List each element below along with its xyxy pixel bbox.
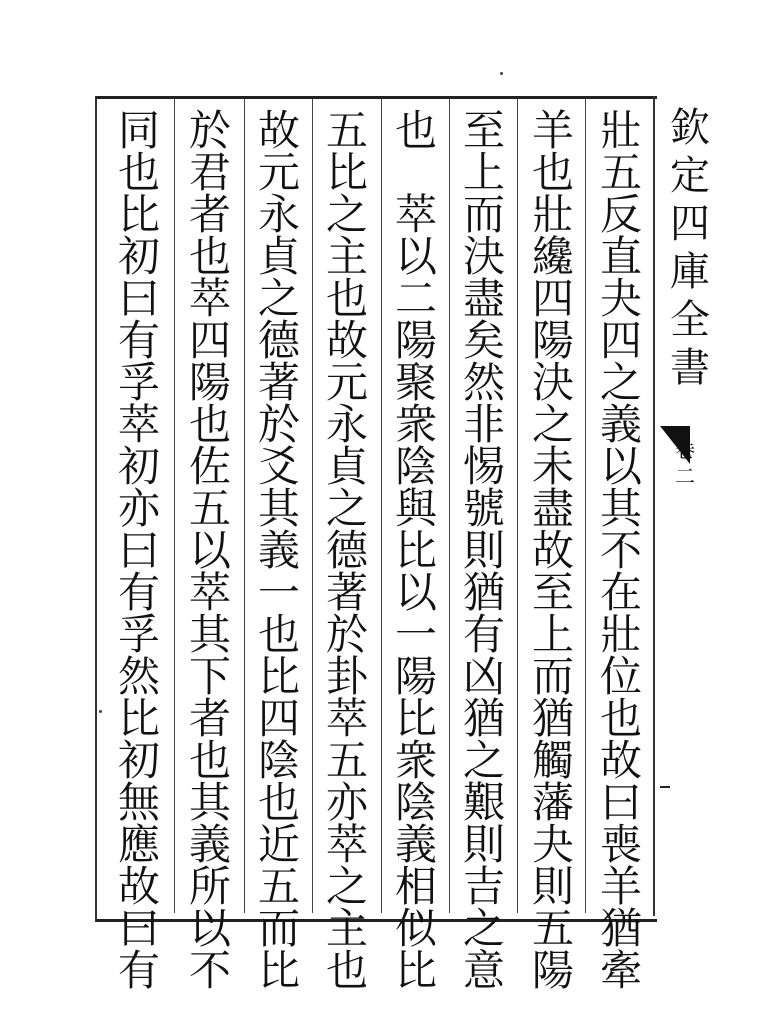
character: 也 (394, 106, 437, 155)
character: 陽 (394, 316, 437, 365)
character (395, 152, 437, 194)
character: 凶 (462, 652, 505, 701)
character: 之 (599, 358, 642, 407)
character: 四 (257, 694, 300, 743)
character: 陽 (394, 652, 437, 701)
character: 故 (117, 862, 160, 911)
character: 亦 (325, 778, 368, 827)
character: 萃 (188, 274, 231, 323)
character: 盡 (531, 484, 574, 533)
character: 聚 (394, 358, 437, 407)
character: 而 (257, 904, 300, 953)
text-column-6 (246, 106, 312, 995)
character: 四 (599, 316, 642, 365)
character: 故 (325, 316, 368, 365)
character: 元 (257, 148, 300, 197)
character: 其 (257, 484, 300, 533)
character: 其 (599, 484, 642, 533)
character: 直 (599, 232, 642, 281)
character: 萃 (188, 568, 231, 617)
character: 惕 (462, 442, 505, 491)
scan-speck (500, 72, 503, 75)
character: 初 (117, 736, 160, 785)
title-character: 書 (670, 345, 710, 391)
character: 未 (531, 442, 574, 491)
character: 其 (188, 778, 231, 827)
character: 萃 (325, 820, 368, 869)
title-character: 庫 (670, 249, 710, 295)
character: 比 (257, 652, 300, 701)
character: 孚 (117, 610, 160, 659)
character: 四 (188, 316, 231, 365)
character: 五 (531, 904, 574, 953)
character: 陰 (394, 778, 437, 827)
character: 決 (462, 232, 505, 281)
character: 於 (325, 610, 368, 659)
character: 然 (462, 358, 505, 407)
character: 猶 (462, 568, 505, 617)
character: 君 (188, 148, 231, 197)
character: 於 (188, 106, 231, 155)
character: 之 (462, 736, 505, 785)
character: 非 (462, 400, 505, 449)
character: 不 (599, 526, 642, 575)
character: 孚 (117, 358, 160, 407)
character: 初 (117, 232, 160, 281)
character: 纔 (531, 232, 574, 281)
character: 以 (394, 568, 437, 617)
character: 萃 (325, 694, 368, 743)
character: 曰 (117, 904, 160, 953)
character: 也 (257, 778, 300, 827)
character: 以 (394, 232, 437, 281)
character: 壯 (599, 106, 642, 155)
volume-character: 二 (675, 464, 695, 488)
character: 比 (394, 526, 437, 575)
column-rule (312, 99, 313, 913)
character: 也 (325, 946, 368, 995)
character: 至 (531, 568, 574, 617)
character: 一 (257, 568, 300, 617)
character: 永 (325, 400, 368, 449)
character: 也 (531, 148, 574, 197)
character: 也 (188, 736, 231, 785)
character: 決 (531, 358, 574, 407)
character: 而 (531, 652, 574, 701)
title-character: 全 (670, 297, 710, 343)
character: 主 (325, 232, 368, 281)
character: 有 (117, 568, 160, 617)
character: 比 (117, 694, 160, 743)
character: 然 (117, 652, 160, 701)
character: 則 (462, 820, 505, 869)
character: 陰 (257, 736, 300, 785)
character: 陽 (531, 316, 574, 365)
text-column-2 (520, 106, 586, 995)
character: 之 (325, 484, 368, 533)
character: 也 (188, 232, 231, 281)
character: 五 (599, 148, 642, 197)
character: 二 (394, 274, 437, 323)
character: 之 (462, 904, 505, 953)
character: 反 (599, 190, 642, 239)
character: 所 (188, 862, 231, 911)
character: 也 (257, 610, 300, 659)
character: 以 (599, 442, 642, 491)
column-rule (517, 99, 518, 913)
character: 衆 (394, 400, 437, 449)
text-column-4 (383, 106, 449, 995)
character: 初 (117, 442, 160, 491)
character: 有 (117, 316, 160, 365)
character: 者 (188, 694, 231, 743)
character: 亦 (117, 484, 160, 533)
character: 上 (531, 610, 574, 659)
book-title (666, 105, 714, 391)
character: 觸 (531, 736, 574, 785)
character: 艱 (462, 778, 505, 827)
character: 應 (117, 820, 160, 869)
character: 也 (188, 400, 231, 449)
character: 同 (117, 106, 160, 155)
character: 夬 (531, 820, 574, 869)
character: 位 (599, 652, 642, 701)
character: 卦 (325, 652, 368, 701)
character: 藩 (531, 778, 574, 827)
character: 猶 (462, 694, 505, 743)
character: 似 (394, 904, 437, 953)
character: 故 (531, 526, 574, 575)
character: 著 (325, 568, 368, 617)
character: 陰 (394, 442, 437, 491)
character: 萃 (394, 190, 437, 239)
character: 則 (531, 862, 574, 911)
character: 羊 (599, 862, 642, 911)
text-column-5 (314, 106, 380, 995)
character: 五 (257, 862, 300, 911)
character: 佐 (188, 442, 231, 491)
character: 夬 (599, 274, 642, 323)
character: 也 (599, 694, 642, 743)
character: 意 (462, 946, 505, 995)
character: 義 (188, 820, 231, 869)
character: 盡 (462, 274, 505, 323)
column-rule (244, 99, 245, 913)
character: 之 (531, 400, 574, 449)
character: 猶 (531, 694, 574, 743)
character: 號 (462, 484, 505, 533)
page-margin (660, 96, 730, 916)
character: 四 (531, 274, 574, 323)
character: 比 (117, 190, 160, 239)
character: 壯 (531, 190, 574, 239)
character: 矣 (462, 316, 505, 365)
character: 有 (462, 610, 505, 659)
character: 猶 (599, 904, 642, 953)
character: 比 (394, 694, 437, 743)
character: 也 (325, 274, 368, 323)
character: 之 (257, 274, 300, 323)
character: 牽 (599, 946, 642, 995)
character: 貞 (325, 442, 368, 491)
character: 於 (257, 400, 300, 449)
character: 爻 (257, 442, 300, 491)
title-character: 定 (670, 153, 710, 199)
character: 壯 (599, 610, 642, 659)
character: 羊 (531, 106, 574, 155)
character: 近 (257, 820, 300, 869)
character: 五 (325, 736, 368, 785)
character: 下 (188, 652, 231, 701)
text-column-3 (451, 106, 517, 995)
character: 則 (462, 526, 505, 575)
character: 著 (257, 358, 300, 407)
character: 比 (394, 946, 437, 995)
character: 也 (117, 148, 160, 197)
character: 故 (257, 106, 300, 155)
character: 義 (599, 400, 642, 449)
scan-speck (99, 710, 102, 713)
character: 德 (257, 316, 300, 365)
character: 五 (188, 484, 231, 533)
title-character: 欽 (670, 105, 710, 151)
text-column-1 (588, 106, 654, 995)
character: 義 (257, 526, 300, 575)
character: 五 (325, 106, 368, 155)
margin-tick (660, 786, 670, 788)
character: 而 (462, 190, 505, 239)
character: 故 (599, 736, 642, 785)
text-column-8 (106, 106, 172, 995)
character: 上 (462, 148, 505, 197)
text-column-7 (177, 106, 243, 995)
character: 永 (257, 190, 300, 239)
character: 與 (394, 484, 437, 533)
character: 無 (117, 778, 160, 827)
column-rule (381, 99, 382, 913)
character: 其 (188, 610, 231, 659)
title-character: 四 (670, 201, 710, 247)
character: 相 (394, 862, 437, 911)
character: 不 (188, 946, 231, 995)
volume-character: 卷 (675, 438, 695, 462)
character: 主 (325, 904, 368, 953)
character: 衆 (394, 736, 437, 785)
character: 曰 (117, 274, 160, 323)
character: 吉 (462, 862, 505, 911)
character: 至 (462, 106, 505, 155)
character: 之 (325, 190, 368, 239)
character: 貞 (257, 232, 300, 281)
character: 以 (188, 526, 231, 575)
character: 萃 (117, 400, 160, 449)
character: 喪 (599, 820, 642, 869)
character: 元 (325, 358, 368, 407)
column-rule (449, 99, 450, 913)
character: 之 (325, 862, 368, 911)
character: 曰 (117, 526, 160, 575)
character: 比 (325, 148, 368, 197)
character: 以 (188, 904, 231, 953)
column-rule (174, 99, 175, 913)
character: 在 (599, 568, 642, 617)
character: 一 (394, 610, 437, 659)
character: 曰 (599, 778, 642, 827)
character: 陽 (188, 358, 231, 407)
character: 陽 (531, 946, 574, 995)
volume-label (668, 440, 702, 488)
character: 德 (325, 526, 368, 575)
character: 者 (188, 190, 231, 239)
character: 比 (257, 946, 300, 995)
character: 有 (117, 946, 160, 995)
character: 義 (394, 820, 437, 869)
